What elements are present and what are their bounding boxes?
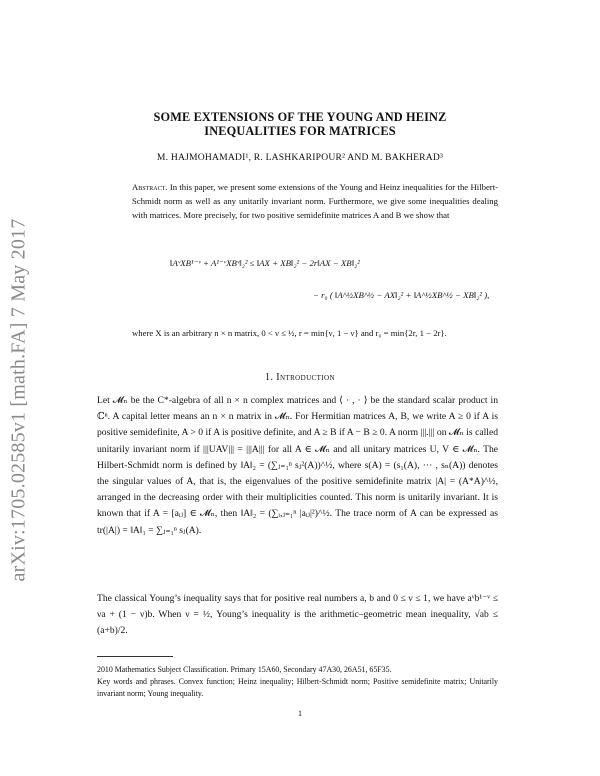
author-list: M. HAJMOHAMADI¹, R. LASHKARIPOUR² AND M. BAKHERAD³: [156, 152, 444, 163]
footnote-rule: [97, 656, 173, 657]
arxiv-side-label: [4, 150, 34, 650]
title-line-2: INEQUALITIES FOR MATRICES: [204, 124, 396, 138]
intro-paragraph-1: Let 𝓜ₙ be the C*-algebra of all n × n complex matrices and ⟨ · , · ⟩ be the standard scalar product in ℂⁿ. A capital letter means an n × n matrix in 𝓜ₙ. For Hermitian matrices A, B, we write A ≥ 0 if A is positive semidefinite, A > 0 if A is positive definite, and A ≥ B if A − B ≥ 0. A norm |||.||| on 𝓜ₙ is called unitarily invariant norm if |||UAV||| = |||A||| for all A ∈ 𝓜ₙ and all unitary matrices U, V ∈ 𝓜ₙ. The Hilbert-Schmidt norm is defined by ‖A‖₂ = (∑ⱼ₌₁ⁿ sⱼ²(A))^½, where s(A) = (s₁(A), ··· , sₙ(A)) denotes the singular values of A, that is, the eigenvalues of the positive semidefinite matrix |A| = (A*A)^½, arranged in the decreasing order with their multiplicities counted. This norm is unitarily invariant. It is known that if A = [aᵢⱼ] ∈ 𝓜ₙ, then ‖A‖₂ = (∑ᵢ,ⱼ₌₁ⁿ |aᵢⱼ|²)^½. The trace norm of A can be expressed as tr(|A|) = ‖A‖₁ = ∑ⱼ₌₁ⁿ sⱼ(A).: [97, 395, 498, 536]
abstract-paragraph: [132, 180, 498, 222]
section-heading: 1. Introduction: [265, 372, 335, 383]
title-line-1: SOME EXTENSIONS OF THE YOUNG AND HEINZ: [153, 110, 447, 124]
abstract-closing: where X is an arbitrary n × n matrix, 0 < ν ≤ ½, r = min{ν, 1 − ν} and r₀ = min{2r, 1 − 2r}.: [132, 328, 447, 338]
abstract-heading: Abstract.: [132, 182, 168, 192]
footnotes: [97, 664, 498, 700]
abstract-equation-line-2: − r₀ ( ‖A^½XB^½ − AX‖₂² + ‖A^½XB^½ − XB‖₂² ),: [313, 290, 490, 300]
arxiv-identifier: arXiv:1705.02585v1 [math.FA] 7 May 2017: [7, 218, 30, 582]
page-number: 1: [297, 708, 303, 718]
intro-paragraph-2: The classical Young’s inequality says that for positive real numbers a, b and 0 ≤ ν ≤ 1, we have aᵛb¹⁻ᵛ ≤ νa + (1 − ν)b. When ν = ½, Young’s inequality is the arithmetic–geometric mean inequality, √ab ≤ (a+b)/2.: [97, 593, 498, 637]
footnote-keywords: Key words and phrases. Convex function; Heinz inequality; Hilbert-Schmidt norm; Positive semidefinite matrix; Unitarily invariant norm; Young inequality.: [97, 677, 498, 698]
paper-title: [100, 110, 500, 138]
footnote-classification: 2010 Mathematics Subject Classification. Primary 15A60, Secondary 47A30, 26A51, 65F35.: [97, 665, 392, 674]
abstract-equation-line-1: ‖AᵛXB¹⁻ᵛ + A¹⁻ᵛXBᵛ‖₂² ≤ ‖AX + XB‖₂² − 2r‖AX − XB‖₂²: [170, 258, 360, 268]
abstract-text: In this paper, we present some extensions of the Young and Heinz inequalities for the Hilbert-Schmidt norm as well as any unitarily invariant norm. Furthermore, we give some inequalities dealing with matrices. More precisely, for two positive semidefinite matrices A and B we show that: [132, 182, 499, 220]
